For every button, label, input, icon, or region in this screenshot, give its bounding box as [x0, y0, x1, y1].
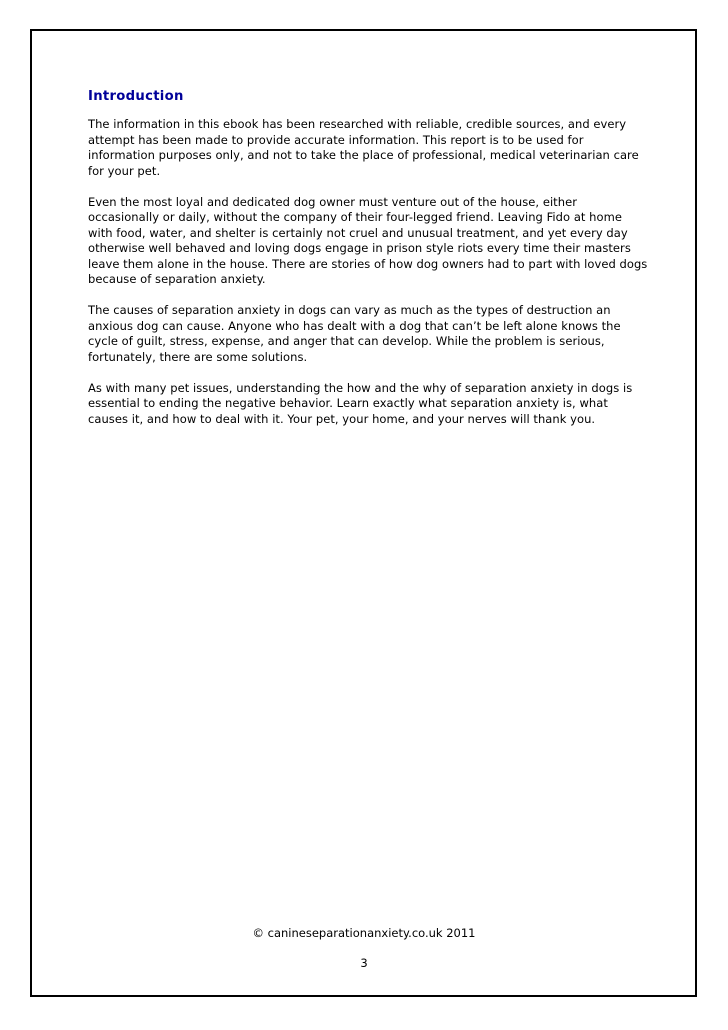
document-body: [88, 88, 648, 443]
paragraph-causes: The causes of separation anxiety in dogs can vary as much as the types of destruction an anxious dog can cause. Anyone who has dealt with a dog that can’t be left alone knows the cycle of guilt, stress, expense, and anger that can develop. While the problem is serious, fortunately, there are some solutions.: [88, 303, 621, 364]
page-number: 3: [360, 956, 368, 970]
paragraph-solutions: As with many pet issues, understanding the how and the why of separation anxiety in dogs is essential to ending the negative behavior. Learn exactly what separation anxiety is, what causes it, and how to deal with it. Your pet, your home, and your nerves will thank you.: [88, 380, 633, 426]
copyright-footer: © canineseparationanxiety.co.uk 2011: [252, 926, 476, 940]
paragraph-disclaimer: The information in this ebook has been researched with reliable, credible sources, and every attempt has been made to provide accurate information. This report is to be used for information purposes only, and not to take the place of professional, medical veterinarian care for your pet.: [88, 117, 639, 178]
section-heading: Introduction: [88, 89, 184, 104]
paragraph-owners: Even the most loyal and dedicated dog owner must venture out of the house, either occasionally or daily, without the company of their four-legged friend. Leaving Fido at home with food, water, and shelter is certainly not cruel and unusual treatment, and yet every day otherwise well behaved and loving dogs engage in prison style riots every time their masters leave them alone in the house. There are stories of how dog owners had to part with loved dogs because of separation anxiety.: [88, 194, 648, 286]
